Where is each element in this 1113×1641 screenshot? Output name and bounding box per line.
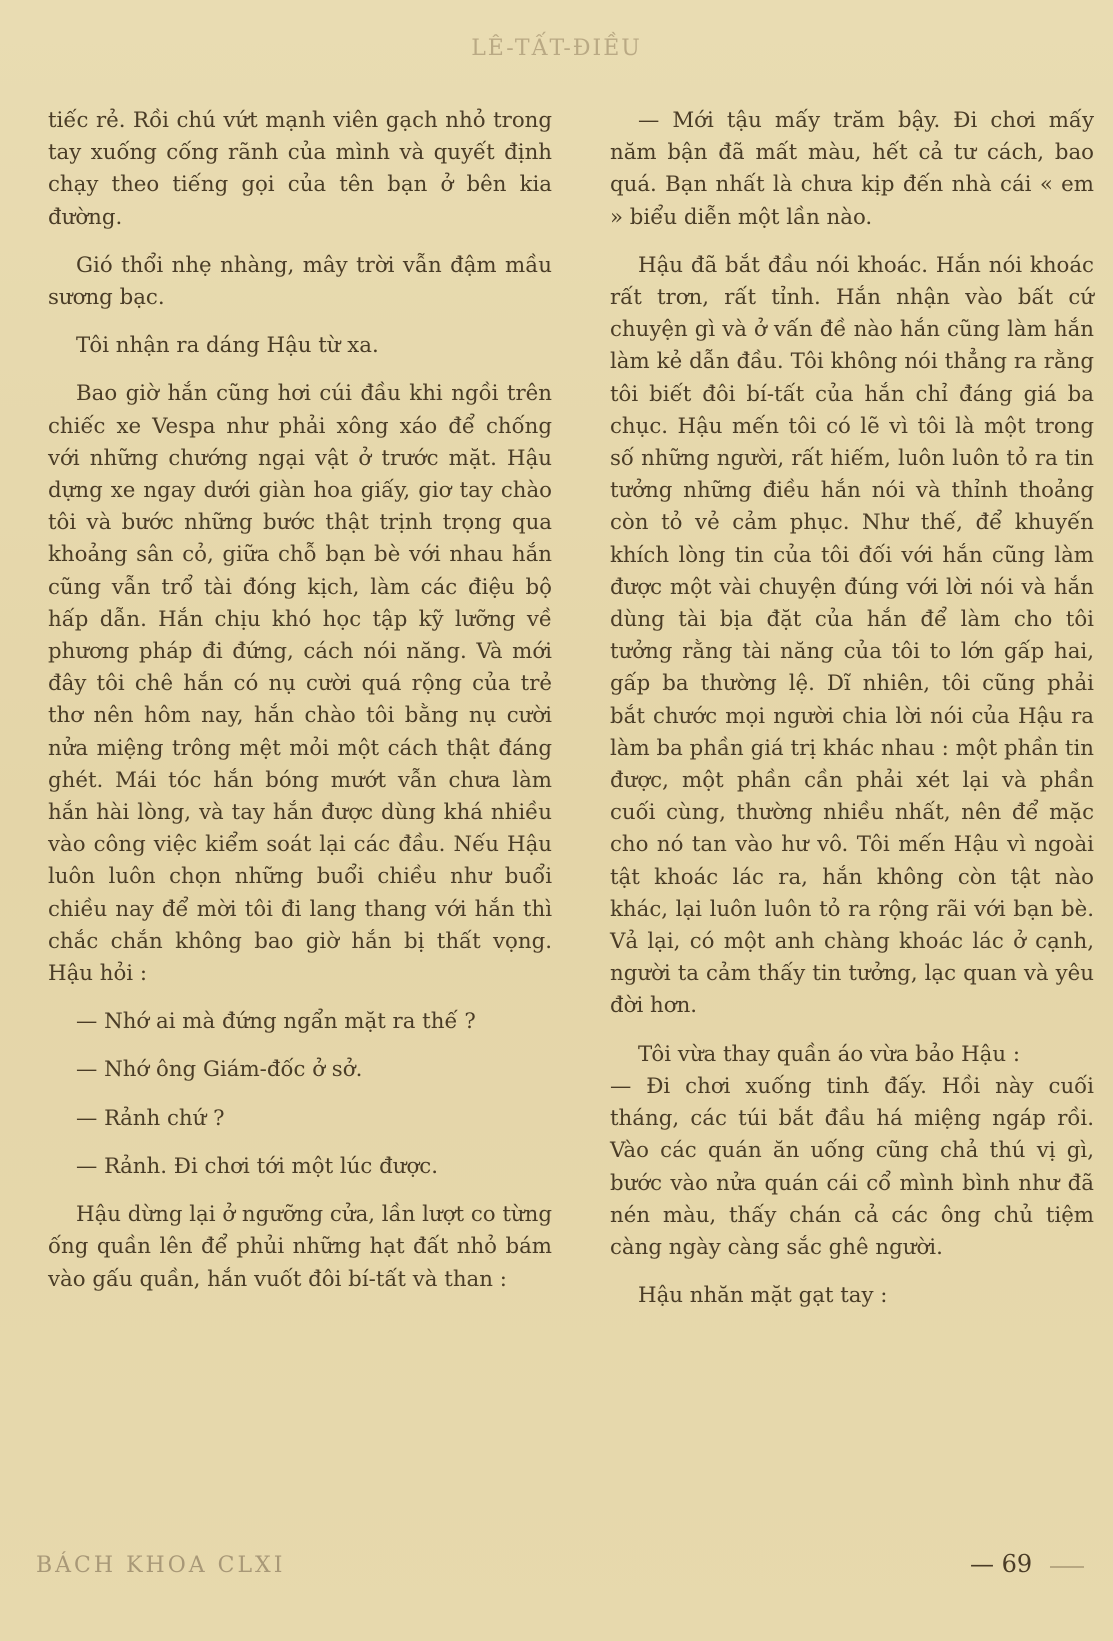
paragraph: — Rảnh chứ ? [76, 1105, 225, 1131]
paragraph: Hậu nhăn mặt gạt tay : [638, 1283, 888, 1309]
running-head: LÊ-TẤT-ĐIỀU [471, 36, 642, 61]
left-column [48, 105, 552, 1296]
right-column [610, 105, 1094, 1312]
paragraph: Bao giờ hắn cũng hơi cúi đầu khi ngồi trên chiếc xe Vespa như phải xông xáo để chống với những chướng ngại vật ở trước mặt. Hậu dựng xe ngay dưới giàn hoa giấy, giơ tay chào tôi và bước những bước thật trịnh trọng qua khoảng sân cỏ, giữa chỗ bạn bè với nhau hắn cũng vẫn trổ tài đóng kịch, làm các điệu bộ hấp dẫn. Hắn chịu khó học tập kỹ lưỡng về phương pháp đi đứng, cách nói năng. Và mới đây tôi chê hắn có nụ cười quá rộng của trẻ thơ nên hôm nay, hắn chào tôi bằng nụ cười nửa miệng trông mệt mỏi một cách thật đáng ghét. Mái tóc hắn bóng mướt vẫn chưa làm hắn hài lòng, và tay hắn được dùng khá nhiều vào công việc kiểm soát lại các đầu. Nếu Hậu luôn luôn chọn những buổi chiều như buổi chiều nay để mời tôi đi lang thang với hắn thì chắc chắn không bao giờ hắn bị thất vọng. Hậu hỏi : [48, 381, 552, 987]
footer-rule [1050, 1566, 1084, 1568]
paragraph: Gió thổi nhẹ nhàng, mây trời vẫn đậm mầu sương bạc. [48, 252, 552, 311]
paragraph: Tôi nhận ra dáng Hậu từ xa. [76, 333, 379, 359]
page-number: — 69 [970, 1550, 1033, 1578]
paragraph: Hậu đã bắt đầu nói khoác. Hắn nói khoác rất trơn, rất tỉnh. Hắn nhận vào bất cứ chuyện gì và ở vấn đề nào hắn cũng làm hắn làm kẻ dẫn đầu. Tôi không nói thẳng ra rằng tôi biết đôi bí-tất của hắn chỉ đáng giá ba chục. Hậu mến tôi có lẽ vì tôi là một trong số những người, rất hiếm, luôn luôn tỏ ra tin tưởng những điều hắn nói và thỉnh thoảng còn tỏ vẻ cảm phục. Như thế, để khuyến khích lòng tin của tôi đối với hắn cũng làm được một vài chuyện đúng với lời nói và hắn dùng tài bịa đặt của hắn để làm cho tôi tưởng rằng tài năng của tôi to lớn gấp hai, gấp ba thường lệ. Dĩ nhiên, tôi cũng phải bắt chước mọi người chia lời nói của Hậu ra làm ba phần giá trị khác nhau : một phần tin được, một phần cần phải xét lại và phần cuối cùng, thường nhiều nhất, nên để mặc cho nó tan vào hư vô. Tôi mến Hậu vì ngoài tật khoác lác ra, hắn không còn tật nào khác, lại luôn luôn tỏ ra rộng rãi với bạn bè. Vả lại, có một anh chàng khoác lác ở cạnh, người ta cảm thấy tin tưởng, lạc quan và yêu đời hơn. [610, 252, 1094, 1019]
paragraph: — Nhớ ông Giám-đốc ở sở. [76, 1057, 363, 1083]
publication-name: BÁCH KHOA CLXI [36, 1553, 286, 1578]
paragraph: — Mới tậu mấy trăm bậy. Đi chơi mấy năm bận đã mất màu, hết cả tư cách, bao quá. Bạn nhất là chưa kịp đến nhà cái « em » biểu diễn một lần nào. [610, 108, 1094, 230]
paragraph: Tôi vừa thay quần áo vừa bảo Hậu : [638, 1041, 1021, 1067]
paragraph: — Rảnh. Đi chơi tới một lúc được. [76, 1153, 438, 1179]
paragraph: — Đi chơi xuống tinh đấy. Hồi này cuối tháng, các túi bắt đầu há miệng ngáp rồi. Vào các quán ăn uống cũng chả thú vị gì, bước vào nửa quán cái cổ mình bình như đã nén màu, thấy chán cả các ông chủ tiệm càng ngày càng sắc ghê người. [610, 1073, 1094, 1260]
paragraph: tiếc rẻ. Rồi chú vứt mạnh viên gạch nhỏ trong tay xuống cống rãnh của mình và quyết định chạy theo tiếng gọi của tên bạn ở bên kia đường. [48, 108, 552, 230]
paragraph: — Nhớ ai mà đứng ngẩn mặt ra thế ? [76, 1009, 476, 1035]
paragraph: Hậu dừng lại ở ngưỡng cửa, lần lượt co từng ống quần lên để phủi những hạt đất nhỏ bám vào gấu quần, hắn vuốt đôi bí-tất và than : [48, 1202, 552, 1292]
